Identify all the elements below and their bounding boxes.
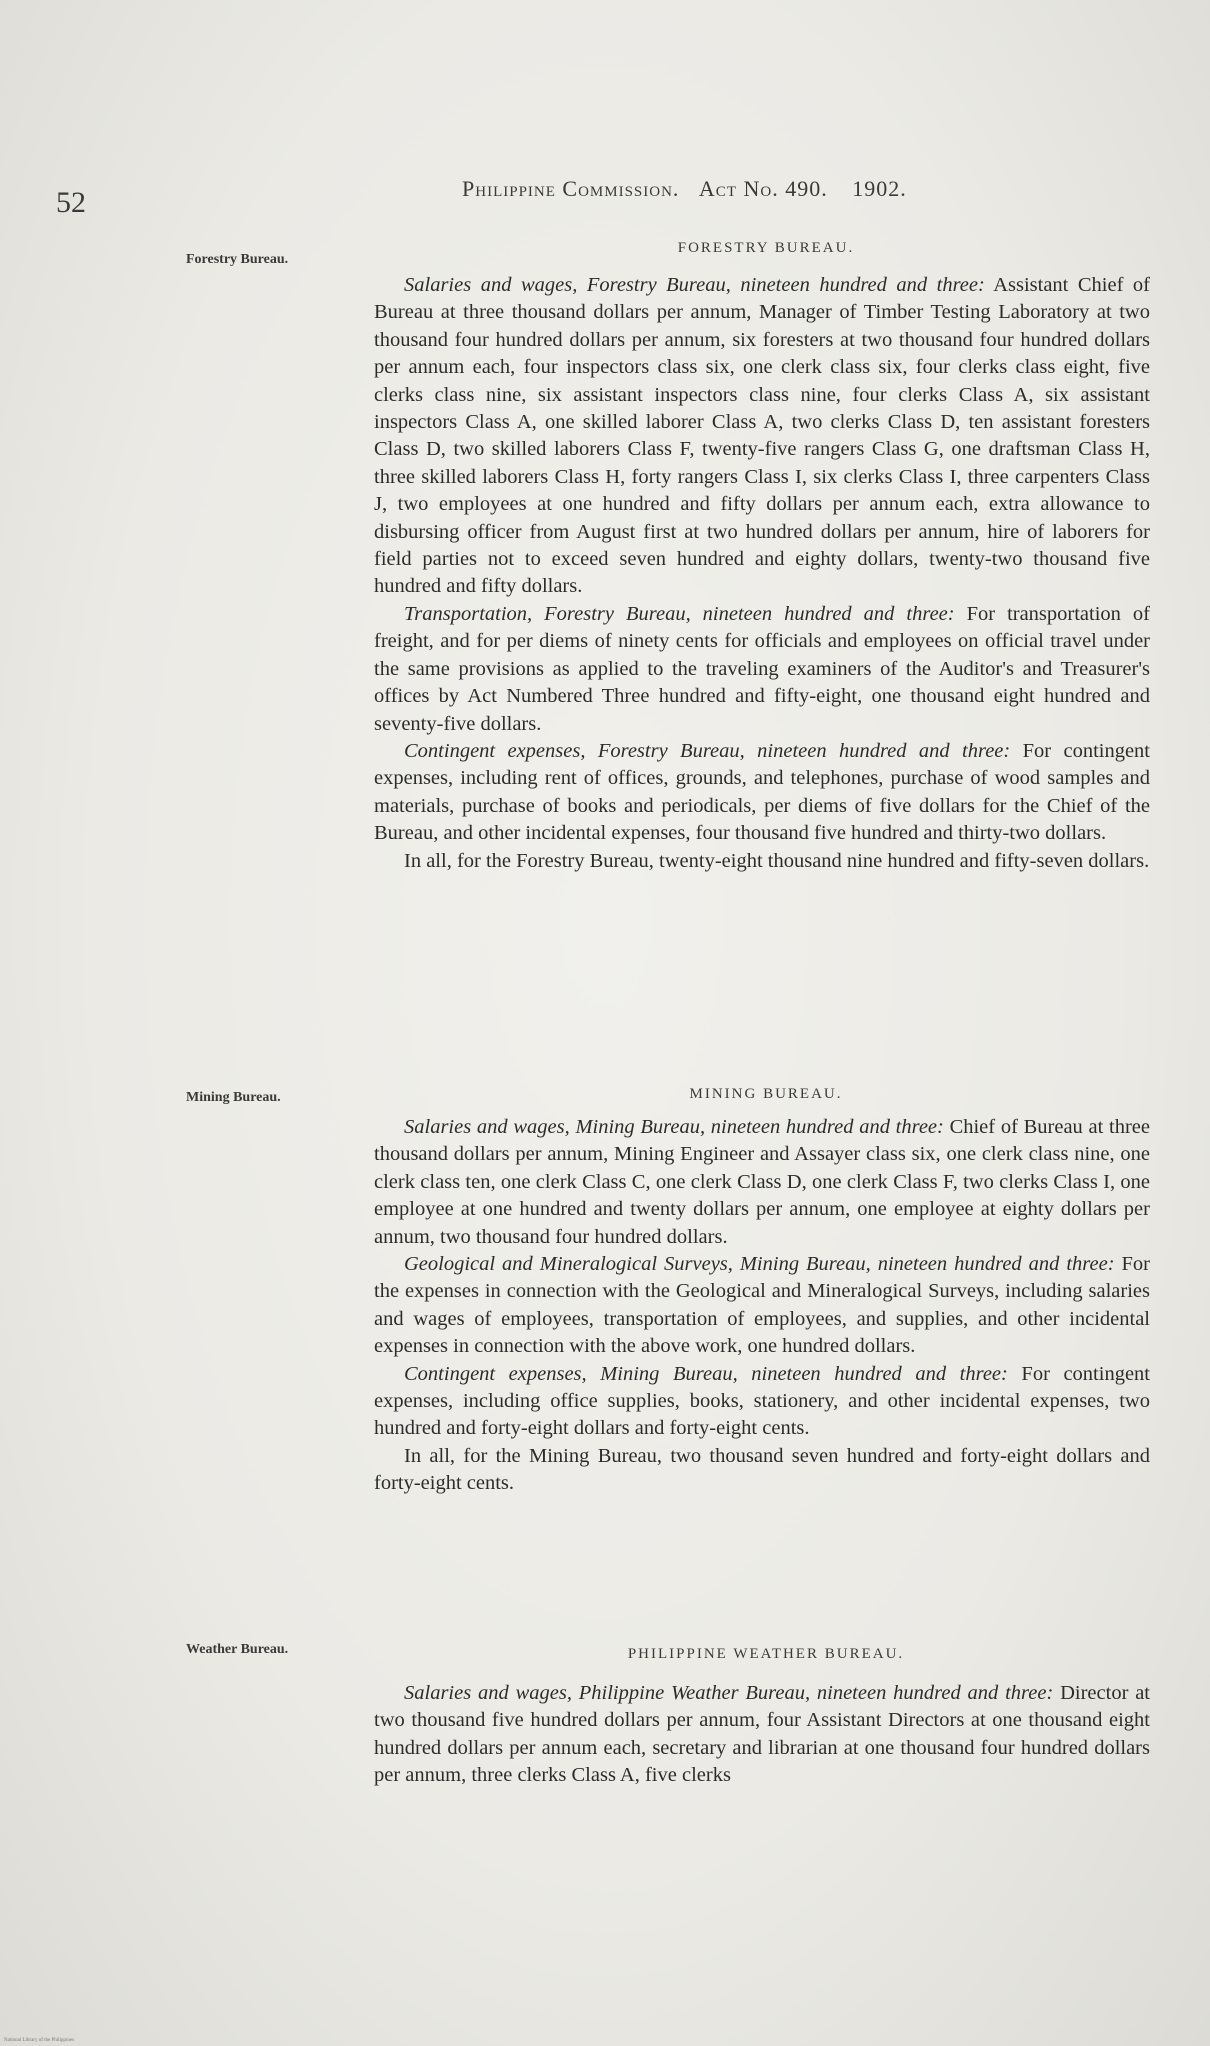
section-heading-mining: MINING BUREAU. — [689, 1086, 843, 1102]
running-head-year: 1902. — [852, 176, 907, 201]
section-body-mining — [374, 1114, 1150, 1498]
paragraph-text: In all, for the Forestry Bureau, twenty-eight thousand nine hundred and fifty-seven dollars. — [404, 849, 1150, 872]
paragraph-lead: Salaries and wages, Mining Bureau, nineteen hundred and three: — [404, 1116, 944, 1138]
paragraph-lead: Salaries and wages, Philippine Weather Bureau, nineteen hundred and three: — [404, 1682, 1054, 1704]
paragraph — [374, 272, 1150, 601]
paragraph-text: For the expenses in connection with the Geological and Mineralogical Surveys, including salaries and wages of employees, transportation of employees, and supplies, and other incidental expenses in connection with the above work, one hundred dollars. — [374, 1253, 1151, 1358]
paragraph — [374, 1680, 1150, 1790]
paragraph — [374, 1361, 1150, 1443]
paragraph — [374, 1114, 1150, 1251]
paragraph — [374, 738, 1150, 848]
section-heading-weather: PHILIPPINE WEATHER BUREAU. — [627, 1646, 905, 1662]
paragraph-text: For transportation of freight, and for per diems of ninety cents for officials and employees on official travel under the same provisions as applied to the traveling examiners of the Auditor's and Treasurer's offices by Act Numbered Three hundred and fifty-eight, one thousand eight hundred and seventy-five dollars. — [374, 602, 1150, 735]
paragraph-lead: Transportation, Forestry Bureau, nineteen hundred and three: — [404, 602, 955, 625]
running-head — [462, 176, 1062, 202]
paragraph-text: Assistant Chief of Bureau at three thousand dollars per annum, Manager of Timber Testing Laboratory at two thousand four hundred dollars per annum, six foresters at two thousand four hundred dollars per annum each, four inspectors class six, one clerk class six, four clerks class eight, five clerks class nine, six assistant inspectors class nine, four clerks Class A, six assistant inspectors Class A, one skilled laborer Class A, two clerks Class D, ten assistant foresters Class D, two skilled laborers Class F, twenty-five rangers Class G, one draftsman Class H, three skilled laborers Class H, forty rangers Class I, six clerks Class I, three carpenters Class J, two employees at one hundred and fifty dollars per annum each, extra allowance to disbursing officer from August first at two hundred dollars per annum, hire of laborers for field parties not to exceed seven hundred and eighty dollars, twenty-two thousand five hundred and fifty dollars. — [374, 274, 1150, 598]
paragraph-lead: Geological and Mineralogical Surveys, Mining Bureau, nineteen hundred and three: — [404, 1253, 1115, 1276]
paragraph-text: Chief of Bureau at three thousand dollars per annum, Mining Engineer and Assayer class six, one clerk class nine, one clerk class ten, one clerk Class C, one clerk Class D, one clerk Class F, two clerks Class I, one employee at one hundred and twenty dollars per annum, one employee at eighty dollars per annum, two thousand four hundred dollars. — [374, 1116, 1150, 1248]
paragraph — [374, 601, 1150, 738]
paragraph — [374, 1443, 1150, 1498]
paragraph-text: Director at two thousand five hundred dollars per annum, four Assistant Directors at one thousand eight hundred dollars per annum each, secretary and librarian at one thousand four hundred dollars per annum, three clerks Class A, five clerks — [374, 1682, 1151, 1787]
paragraph-text: For contingent expenses, including rent of offices, grounds, and telephones, purchase of wood samples and materials, purchase of books and periodicals, per diems of five dollars for the Chief of the Bureau, and other incidental expenses, four thousand five hundred and thirty-two dollars. — [374, 739, 1151, 845]
paragraph-lead: Salaries and wages, Forestry Bureau, nineteen hundred and three: — [404, 274, 985, 296]
paragraph-text: For contingent expenses, including office supplies, books, stationery, and other incidental expenses, two hundred and forty-eight dollars and forty-eight cents. — [374, 1362, 1150, 1440]
paragraph-lead: Contingent expenses, Mining Bureau, nineteen hundred and three: — [404, 1362, 1008, 1385]
section-heading-forestry: FORESTRY BUREAU. — [677, 240, 855, 256]
running-head-title: Philippine Commission. — [462, 176, 680, 201]
paragraph-text: In all, for the Mining Bureau, two thousand seven hundred and forty-eight dollars and forty-eight cents. — [374, 1444, 1150, 1495]
margin-note-mining: Mining Bureau. — [186, 1090, 281, 1105]
page-number: 52 — [56, 186, 86, 219]
margin-note-forestry: Forestry Bureau. — [186, 252, 289, 267]
library-footer: National Library of the Philippines — [4, 2038, 74, 2043]
section-body-forestry — [374, 272, 1150, 875]
paragraph — [374, 1251, 1150, 1361]
margin-note-weather: Weather Bureau. — [186, 1642, 289, 1657]
section-body-weather — [374, 1680, 1150, 1790]
paragraph-lead: Contingent expenses, Forestry Bureau, nineteen hundred and three: — [404, 739, 1011, 762]
running-head-act: Act No. 490. — [698, 176, 828, 201]
paragraph — [374, 848, 1150, 875]
